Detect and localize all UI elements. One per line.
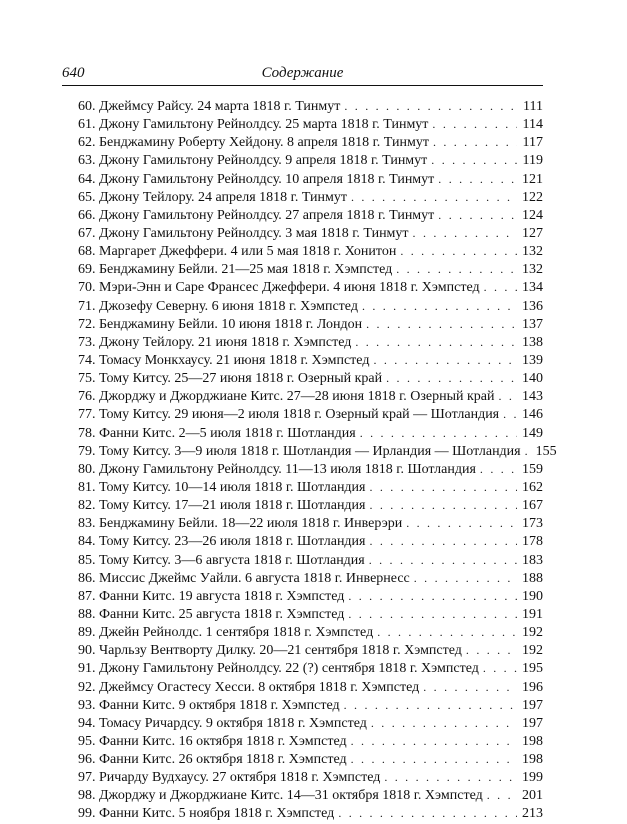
toc-entry-title: 74. Томасу Монкхаусу. 21 июня 1818 г. Хэмпстед xyxy=(78,352,370,368)
toc-entry xyxy=(78,786,543,804)
toc-entry-page: 162 xyxy=(522,479,543,495)
toc-entry-page: 199 xyxy=(522,770,543,786)
toc-entry xyxy=(78,351,543,369)
toc-entry-page: 143 xyxy=(522,389,543,405)
toc-entry-page: 173 xyxy=(522,516,543,532)
toc-entry xyxy=(78,696,543,714)
toc-entry xyxy=(78,442,557,460)
toc-entry xyxy=(78,260,543,278)
dot-leader xyxy=(433,133,517,151)
toc-entry-page: 111 xyxy=(523,99,543,114)
toc-entry-page: 167 xyxy=(522,498,543,514)
dot-leader xyxy=(431,151,517,169)
toc-entry-title: 64. Джону Гамильтону Рейнолдсу. 10 апреля 1818 г. Тинмут xyxy=(78,171,435,187)
dot-leader xyxy=(369,551,517,569)
toc-entry xyxy=(78,387,543,405)
dot-leader xyxy=(438,170,517,188)
toc-entry xyxy=(78,732,543,750)
dot-leader xyxy=(344,97,517,115)
toc-entry-page: 134 xyxy=(522,280,543,296)
dot-leader xyxy=(414,569,517,587)
dot-leader xyxy=(386,369,517,387)
toc-entry xyxy=(78,315,543,333)
toc-entry xyxy=(78,151,543,169)
dot-leader xyxy=(366,315,517,333)
toc-entry xyxy=(78,587,543,605)
toc-entry xyxy=(78,569,543,587)
toc-entry-page: 122 xyxy=(522,189,543,205)
toc-entry-title: 93. Фанни Китс. 9 октября 1818 г. Хэмпстед xyxy=(78,697,340,713)
toc-entry-title: 69. Бенджамину Бейли. 21—25 мая 1818 г. Хэмпстед xyxy=(78,262,393,278)
dot-leader xyxy=(338,804,517,822)
toc-entry-title: 66. Джону Гамильтону Рейнолдсу. 27 апреля 1818 г. Тинмут xyxy=(78,207,435,223)
toc-entry-title: 78. Фанни Китс. 2—5 июля 1818 г. Шотландия xyxy=(78,425,356,441)
toc-entry-page: 132 xyxy=(522,244,543,260)
toc-entry xyxy=(78,514,543,532)
toc-entry xyxy=(78,242,543,260)
dot-leader xyxy=(348,605,517,623)
toc-entry-page: 198 xyxy=(522,733,543,749)
toc-entry xyxy=(78,714,543,732)
toc-entry xyxy=(78,133,543,151)
toc-entry-title: 68. Маргарет Джеффери. 4 или 5 мая 1818 г. Хонитон xyxy=(78,244,397,260)
toc-entry-page: 137 xyxy=(522,316,543,332)
toc-entry xyxy=(78,804,543,822)
toc-entry-title: 79. Тому Китсу. 3—9 июля 1818 г. Шотландия — Ирландия — Шотландия xyxy=(78,443,521,459)
toc-entry-title: 90. Чарльзу Вентворту Дилку. 20—21 сентября 1818 г. Хэмпстед xyxy=(78,643,462,659)
toc-entry-title: 85. Тому Китсу. 3—6 августа 1818 г. Шотландия xyxy=(78,552,365,568)
toc-entry-page: 197 xyxy=(522,697,543,713)
dot-leader xyxy=(396,260,517,278)
toc-entry xyxy=(78,297,543,315)
toc-entry-title: 75. Тому Китсу. 25—27 июня 1818 г. Озерный край xyxy=(78,371,383,387)
toc-entry-page: 196 xyxy=(522,679,543,695)
toc-entry-title: 86. Миссис Джеймс Уайли. 6 августа 1818 г. Инвернесс xyxy=(78,570,410,586)
dot-leader xyxy=(423,678,517,696)
toc-entry-page: 138 xyxy=(522,334,543,350)
toc-entry-page: 146 xyxy=(522,407,543,423)
toc-entry-page: 197 xyxy=(522,715,543,731)
toc-entry xyxy=(78,496,543,514)
toc-entry-page: 188 xyxy=(522,570,543,586)
toc-entry-title: 77. Тому Китсу. 29 июня—2 июля 1818 г. Озерный край — Шотландия xyxy=(78,407,500,423)
toc-entry xyxy=(78,478,543,496)
toc-entry xyxy=(78,460,543,478)
toc-entry-title: 70. Мэри-Энн и Саре Франсес Джеффери. 4 июня 1818 г. Хэмпстед xyxy=(78,280,480,296)
toc-entry-title: 82. Тому Китсу. 17—21 июля 1818 г. Шотландия xyxy=(78,498,366,514)
toc-entry-title: 76. Джорджу и Джорджиане Китс. 27—28 июня 1818 г. Озерный край xyxy=(78,389,495,405)
dot-leader xyxy=(377,623,517,641)
toc-entry xyxy=(78,424,543,442)
toc-entry-page: 192 xyxy=(522,643,543,659)
dot-leader xyxy=(503,405,517,423)
toc-entry-page: 139 xyxy=(522,352,543,368)
toc-entry-title: 99. Фанни Китс. 5 ноября 1818 г. Хэмпстед xyxy=(78,806,335,822)
toc-entry-title: 81. Тому Китсу. 10—14 июля 1818 г. Шотландия xyxy=(78,479,366,495)
toc-entry-title: 95. Фанни Китс. 16 октября 1818 г. Хэмпстед xyxy=(78,733,347,749)
toc-entry-title: 89. Джейн Рейнолдс. 1 сентября 1818 г. Хэмпстед xyxy=(78,625,374,641)
toc-entry-page: 159 xyxy=(522,461,543,477)
toc-entry-title: 94. Томасу Ричардсу. 9 октября 1818 г. Хэмпстед xyxy=(78,715,367,731)
toc-entry-page: 117 xyxy=(522,135,543,151)
toc-entry-title: 97. Ричарду Вудхаусу. 27 октября 1818 г. Хэмпстед xyxy=(78,770,381,786)
dot-leader xyxy=(355,333,517,351)
toc-entry-page: 192 xyxy=(522,625,543,641)
toc-entry-title: 72. Бенджамину Бейли. 10 июня 1818 г. Лондон xyxy=(78,316,363,332)
header-rule xyxy=(62,85,543,86)
toc-entry xyxy=(78,551,543,569)
toc-entry-page: 155 xyxy=(535,443,557,459)
toc-entry xyxy=(78,641,543,659)
toc-entry xyxy=(78,678,543,696)
dot-leader xyxy=(373,351,517,369)
toc-entry-title: 60. Джеймсу Райсу. 24 марта 1818 г. Тинмут xyxy=(78,99,341,114)
toc-entry-title: 92. Джеймсу Огастесу Хесси. 8 октября 1818 г. Хэмпстед xyxy=(78,679,420,695)
toc-entry-page: 132 xyxy=(522,262,543,278)
toc-entry xyxy=(78,170,543,188)
toc-entry-title: 98. Джорджу и Джорджиане Китс. 14—31 октября 1818 г. Хэмпстед xyxy=(78,788,483,804)
toc-entry xyxy=(78,605,543,623)
toc-entry-page: 191 xyxy=(522,606,543,622)
toc-entry-page: 121 xyxy=(522,171,543,187)
toc-entry-title: 80. Джону Гамильтону Рейнолдсу. 11—13 июля 1818 г. Шотландия xyxy=(78,461,476,477)
dot-leader xyxy=(344,696,517,714)
dot-leader xyxy=(371,714,517,732)
toc-entry-title: 83. Бенджамину Бейли. 18—22 июля 1818 г. Инверэри xyxy=(78,516,403,532)
toc-entry xyxy=(78,768,543,786)
toc-entry-title: 88. Фанни Китс. 25 августа 1818 г. Хэмпстед xyxy=(78,606,345,622)
toc-entry xyxy=(78,405,543,423)
dot-leader xyxy=(348,587,517,605)
toc-entry-page: 213 xyxy=(522,806,543,822)
dot-leader xyxy=(351,750,517,768)
toc-entry xyxy=(78,532,543,550)
toc-entry-page: 114 xyxy=(522,117,543,133)
toc-entry-title: 71. Джозефу Северну. 6 июня 1818 г. Хэмпстед xyxy=(78,298,358,314)
table-of-contents xyxy=(78,97,557,823)
toc-entry-title: 61. Джону Гамильтону Рейнолдсу. 25 марта 1818 г. Тинмут xyxy=(78,117,429,133)
toc-entry-page: 201 xyxy=(522,788,543,804)
toc-entry-page: 183 xyxy=(522,552,543,568)
toc-entry-page: 124 xyxy=(522,207,543,223)
toc-entry-title: 65. Джону Тейлору. 24 апреля 1818 г. Тинмут xyxy=(78,189,347,205)
page-number: 640 xyxy=(62,65,85,81)
toc-entry-page: 127 xyxy=(522,225,543,241)
running-title: Содержание xyxy=(261,65,344,81)
dot-leader xyxy=(384,768,517,786)
dot-leader xyxy=(351,732,517,750)
toc-entry-title: 67. Джону Гамильтону Рейнолдсу. 3 мая 1818 г. Тинмут xyxy=(78,225,409,241)
toc-entry-page: 178 xyxy=(522,534,543,550)
dot-leader xyxy=(484,278,517,296)
toc-entry-title: 63. Джону Гамильтону Рейнолдсу. 9 апреля 1818 г. Тинмут xyxy=(78,153,428,169)
toc-entry-page: 198 xyxy=(522,752,543,768)
toc-entry-page: 136 xyxy=(522,298,543,314)
toc-entry-title: 73. Джону Тейлору. 21 июня 1818 г. Хэмпстед xyxy=(78,334,352,350)
toc-entry xyxy=(78,188,543,206)
dot-leader xyxy=(499,387,517,405)
toc-entry-title: 91. Джону Гамильтону Рейнолдсу. 22 (?) сентября 1818 г. Хэмпстед xyxy=(78,661,479,677)
dot-leader xyxy=(362,297,517,315)
dot-leader xyxy=(370,532,518,550)
dot-leader xyxy=(432,115,517,133)
toc-entry xyxy=(78,97,543,115)
dot-leader xyxy=(360,424,517,442)
toc-entry xyxy=(78,115,543,133)
toc-entry xyxy=(78,750,543,768)
toc-entry-page: 195 xyxy=(522,661,543,677)
toc-entry xyxy=(78,206,543,224)
toc-entry-title: 87. Фанни Китс. 19 августа 1818 г. Хэмпстед xyxy=(78,588,345,604)
toc-entry xyxy=(78,333,543,351)
toc-entry-page: 190 xyxy=(522,588,543,604)
dot-leader xyxy=(370,496,518,514)
dot-leader xyxy=(438,206,517,224)
toc-entry xyxy=(78,224,543,242)
toc-entry-page: 149 xyxy=(522,425,543,441)
dot-leader xyxy=(413,224,517,242)
dot-leader xyxy=(525,442,531,460)
dot-leader xyxy=(466,641,517,659)
dot-leader xyxy=(406,514,517,532)
dot-leader xyxy=(487,786,517,804)
toc-entry-title: 96. Фанни Китс. 26 октября 1818 г. Хэмпстед xyxy=(78,752,347,768)
toc-entry xyxy=(78,369,543,387)
page-header xyxy=(62,62,543,84)
dot-leader xyxy=(480,460,517,478)
toc-entry-page: 140 xyxy=(522,371,543,387)
toc-entry xyxy=(78,659,543,677)
toc-entry-page: 119 xyxy=(522,153,543,169)
dot-leader xyxy=(351,188,517,206)
toc-entry-title: 84. Тому Китсу. 23—26 июля 1818 г. Шотландия xyxy=(78,534,366,550)
dot-leader xyxy=(483,659,517,677)
toc-entry xyxy=(78,623,543,641)
toc-entry-title: 62. Бенджамину Роберту Хейдону. 8 апреля 1818 г. Тинмут xyxy=(78,135,429,151)
toc-entry xyxy=(78,278,543,296)
dot-leader xyxy=(400,242,517,260)
dot-leader xyxy=(370,478,518,496)
